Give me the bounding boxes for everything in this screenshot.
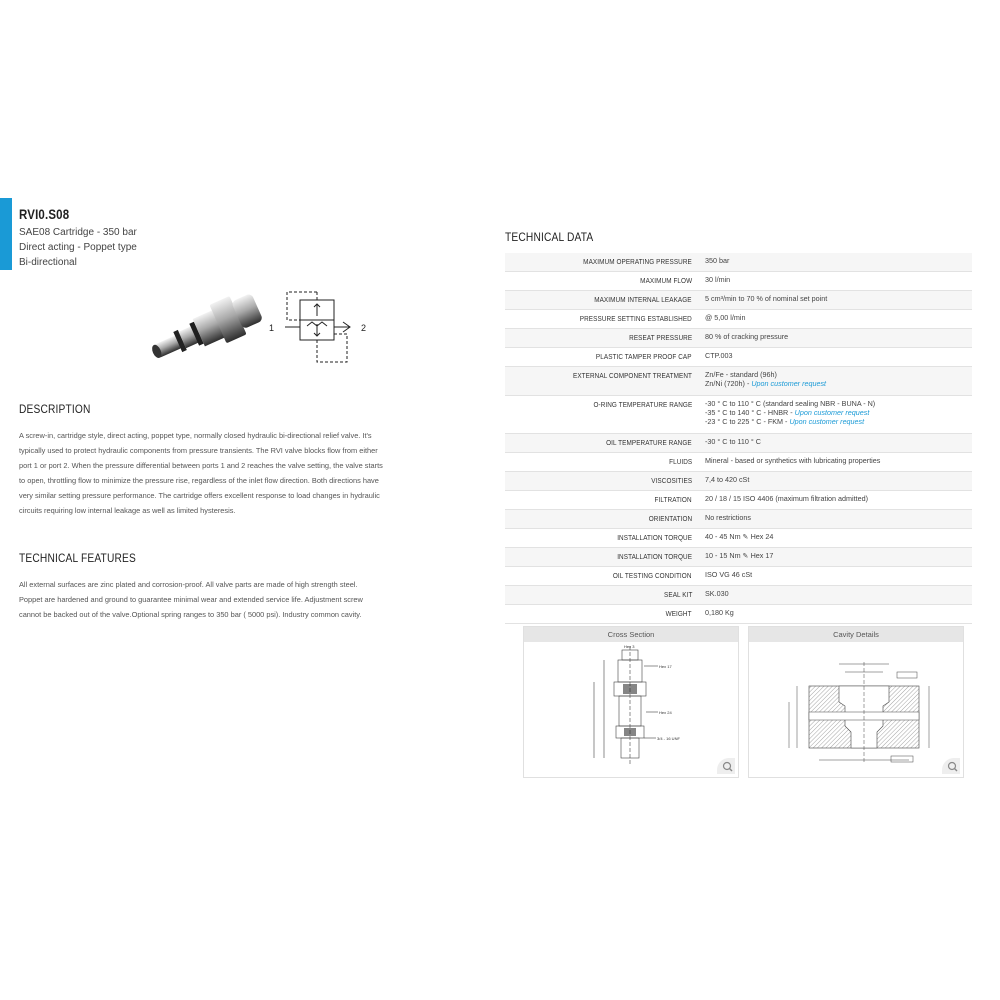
features-line: Poppet are hardened and ground to guarantee minimal wear and extended service life. Adjustment screw — [19, 595, 363, 604]
technical-data-label: WEIGHT — [665, 609, 692, 618]
port-2-label: 2 — [361, 323, 367, 333]
technical-data-value-text: 10 - 15 Nm ✎ Hex 17 — [705, 551, 774, 560]
technical-data-value — [705, 275, 730, 284]
technical-data-value-text: -30 ° C to 110 ° C (standard sealing NBR - BUNA - N) — [705, 399, 876, 408]
technical-data-value — [705, 313, 745, 322]
technical-data-row — [505, 510, 972, 529]
technical-data-label: ORIENTATION — [648, 514, 692, 523]
hydraulic-symbol — [265, 282, 375, 377]
description-text — [19, 428, 409, 518]
technical-data-row — [505, 291, 972, 310]
technical-data-value-text: 80 % of cracking pressure — [705, 332, 789, 341]
port-1-label: 1 — [269, 323, 275, 333]
technical-data-value — [705, 551, 773, 560]
technical-data-label: O-RING TEMPERATURE RANGE — [593, 400, 692, 409]
technical-data-value — [705, 256, 729, 265]
hex17-label: Hex 17 — [659, 664, 672, 669]
product-title: RVI0.S08 — [19, 206, 70, 222]
cross-section-drawing — [524, 642, 738, 775]
features-title: TECHNICAL FEATURES — [19, 551, 136, 565]
technical-data-value-text: 7,4 to 420 cSt — [705, 475, 750, 484]
product-subline-1: SAE08 Cartridge - 350 bar — [19, 227, 137, 238]
technical-data-value-text: ISO VG 46 cSt — [705, 570, 753, 579]
accent-bar — [0, 198, 12, 270]
technical-data-value — [705, 513, 751, 522]
technical-data-row — [505, 396, 972, 434]
technical-data-value — [705, 456, 880, 465]
technical-data-row — [505, 453, 972, 472]
technical-data-row — [505, 348, 972, 367]
upon-request-link[interactable]: Upon customer request — [789, 417, 865, 426]
technical-data-value — [705, 437, 761, 446]
technical-data-value-text: 30 l/min — [705, 275, 731, 284]
technical-data-row — [505, 367, 972, 396]
technical-data-value — [705, 494, 868, 503]
technical-data-value-text: 0,180 Kg — [705, 608, 734, 617]
hex3-label: Hex 3 — [624, 644, 635, 649]
technical-data-label: VISCOSITIES — [651, 476, 692, 485]
technical-data-row — [505, 605, 972, 624]
technical-data-value — [705, 351, 732, 360]
technical-data-value-text: -23 ° C to 225 ° C - FKM - — [705, 417, 790, 426]
product-subline-2: Direct acting - Poppet type — [19, 242, 137, 253]
technical-data-value — [705, 294, 827, 303]
technical-data-row — [505, 310, 972, 329]
technical-data-label: INSTALLATION TORQUE — [617, 533, 692, 542]
technical-data-label: SEAL KIT — [663, 590, 692, 599]
features-line: cannot be backed out of the valve.Optional spring ranges to 350 bar ( 5000 psi). Industry common cavity. — [19, 610, 362, 619]
description-line: A screw-in, cartridge style, direct acting, poppet type, normally closed hydraulic bi-directional relief valve. It's — [19, 431, 372, 440]
hex24-label: Hex 24 — [659, 710, 672, 715]
upon-request-link[interactable]: Upon customer request — [751, 379, 827, 388]
technical-data-value-text: SK.030 — [705, 589, 729, 598]
magnifier-icon — [942, 758, 960, 774]
technical-data-value — [705, 589, 729, 598]
technical-data-label: PRESSURE SETTING ESTABLISHED — [579, 314, 692, 323]
description-line: very similar setting pressure performance. The cartridge offers excellent response to load changes in hydraulic — [19, 491, 380, 500]
product-image — [145, 292, 270, 367]
description-title: DESCRIPTION — [19, 402, 91, 416]
technical-data-value — [705, 332, 788, 341]
cavity-zoom-button[interactable] — [942, 758, 960, 774]
technical-data-row — [505, 548, 972, 567]
technical-data-label: RESEAT PRESSURE — [628, 333, 692, 342]
technical-data-label: OIL TEMPERATURE RANGE — [606, 438, 692, 447]
technical-data-value-text: 20 / 18 / 15 ISO 4406 (maximum filtration admitted) — [705, 494, 868, 503]
features-text — [19, 577, 409, 622]
technical-data-value-text: @ 5,00 l/min — [705, 313, 746, 322]
upon-request-link[interactable]: Upon customer request — [794, 408, 870, 417]
technical-data-value-text: Zn/Ni (720h) - — [705, 379, 752, 388]
technical-data-label: FLUIDS — [668, 457, 692, 466]
description-line: port 1 or port 2. When the pressure differential between ports 1 and 2 reaches the valve setting, the valve starts — [19, 461, 383, 470]
technical-data-value-text: 350 bar — [705, 256, 730, 265]
technical-data-value-text: 40 - 45 Nm ✎ Hex 24 — [705, 532, 774, 541]
technical-data-row — [505, 472, 972, 491]
technical-data-value — [705, 370, 826, 388]
technical-data-value — [705, 570, 752, 579]
technical-data-value-text: -30 ° C to 110 ° C — [705, 437, 761, 446]
technical-data-row — [505, 434, 972, 453]
technical-data-row — [505, 329, 972, 348]
technical-data-value — [705, 475, 749, 484]
cavity-drawing — [749, 642, 963, 775]
cavity-title: Cavity Details — [749, 627, 963, 642]
technical-data-value-text: -35 ° C to 140 ° C - HNBR - — [705, 408, 795, 417]
technical-data-label: MAXIMUM FLOW — [639, 276, 692, 285]
cross-section-zoom-button[interactable] — [717, 758, 735, 774]
thread-label: 3/4 - 16 UNF — [657, 736, 680, 741]
technical-data-value — [705, 532, 773, 541]
technical-data-title: TECHNICAL DATA — [505, 230, 594, 244]
description-line: circuits requiring low internal leakage as well as limited hysteresis. — [19, 506, 236, 515]
technical-data-label: MAXIMUM INTERNAL LEAKAGE — [594, 295, 692, 304]
technical-data-row — [505, 586, 972, 605]
technical-data-label: EXTERNAL COMPONENT TREATMENT — [572, 371, 692, 380]
cross-section-title: Cross Section — [524, 627, 738, 642]
technical-data-row — [505, 529, 972, 548]
technical-data-label: MAXIMUM OPERATING PRESSURE — [583, 257, 692, 266]
technical-data-label: OIL TESTING CONDITION — [613, 571, 692, 580]
cross-section-panel[interactable] — [523, 626, 739, 778]
technical-data-value-text: Zn/Fe - standard (96h) — [705, 370, 777, 379]
features-line: All external surfaces are zinc plated and corrosion-proof. All valve parts are made of high strength steel. — [19, 580, 358, 589]
technical-data-row — [505, 491, 972, 510]
magnifier-icon — [717, 758, 735, 774]
technical-data-value — [705, 608, 734, 617]
product-subline-3: Bi-directional — [19, 257, 77, 268]
description-line: typically used to protect hydraulic components from pressure transients. The RVI valve blocks flow from either — [19, 446, 378, 455]
description-line: to open, throttling flow to minimize the pressure rise, regardless of the inlet flow direction. Both directions have — [19, 476, 379, 485]
technical-data-label: FILTRATION — [654, 495, 692, 504]
technical-data-label: PLASTIC TAMPER PROOF CAP — [596, 352, 692, 361]
cavity-panel[interactable] — [748, 626, 964, 778]
technical-data-label: INSTALLATION TORQUE — [617, 552, 692, 561]
technical-data-value-text: Mineral - based or synthetics with lubricating properties — [705, 456, 881, 465]
technical-data-value-text: 5 cm³/min to 70 % of nominal set point — [705, 294, 828, 303]
technical-data-row — [505, 567, 972, 586]
technical-data-value-text: CTP.003 — [705, 351, 733, 360]
technical-data-value — [705, 399, 875, 426]
technical-data-row — [505, 272, 972, 291]
technical-data-row — [505, 253, 972, 272]
technical-data-value-text: No restrictions — [705, 513, 751, 522]
